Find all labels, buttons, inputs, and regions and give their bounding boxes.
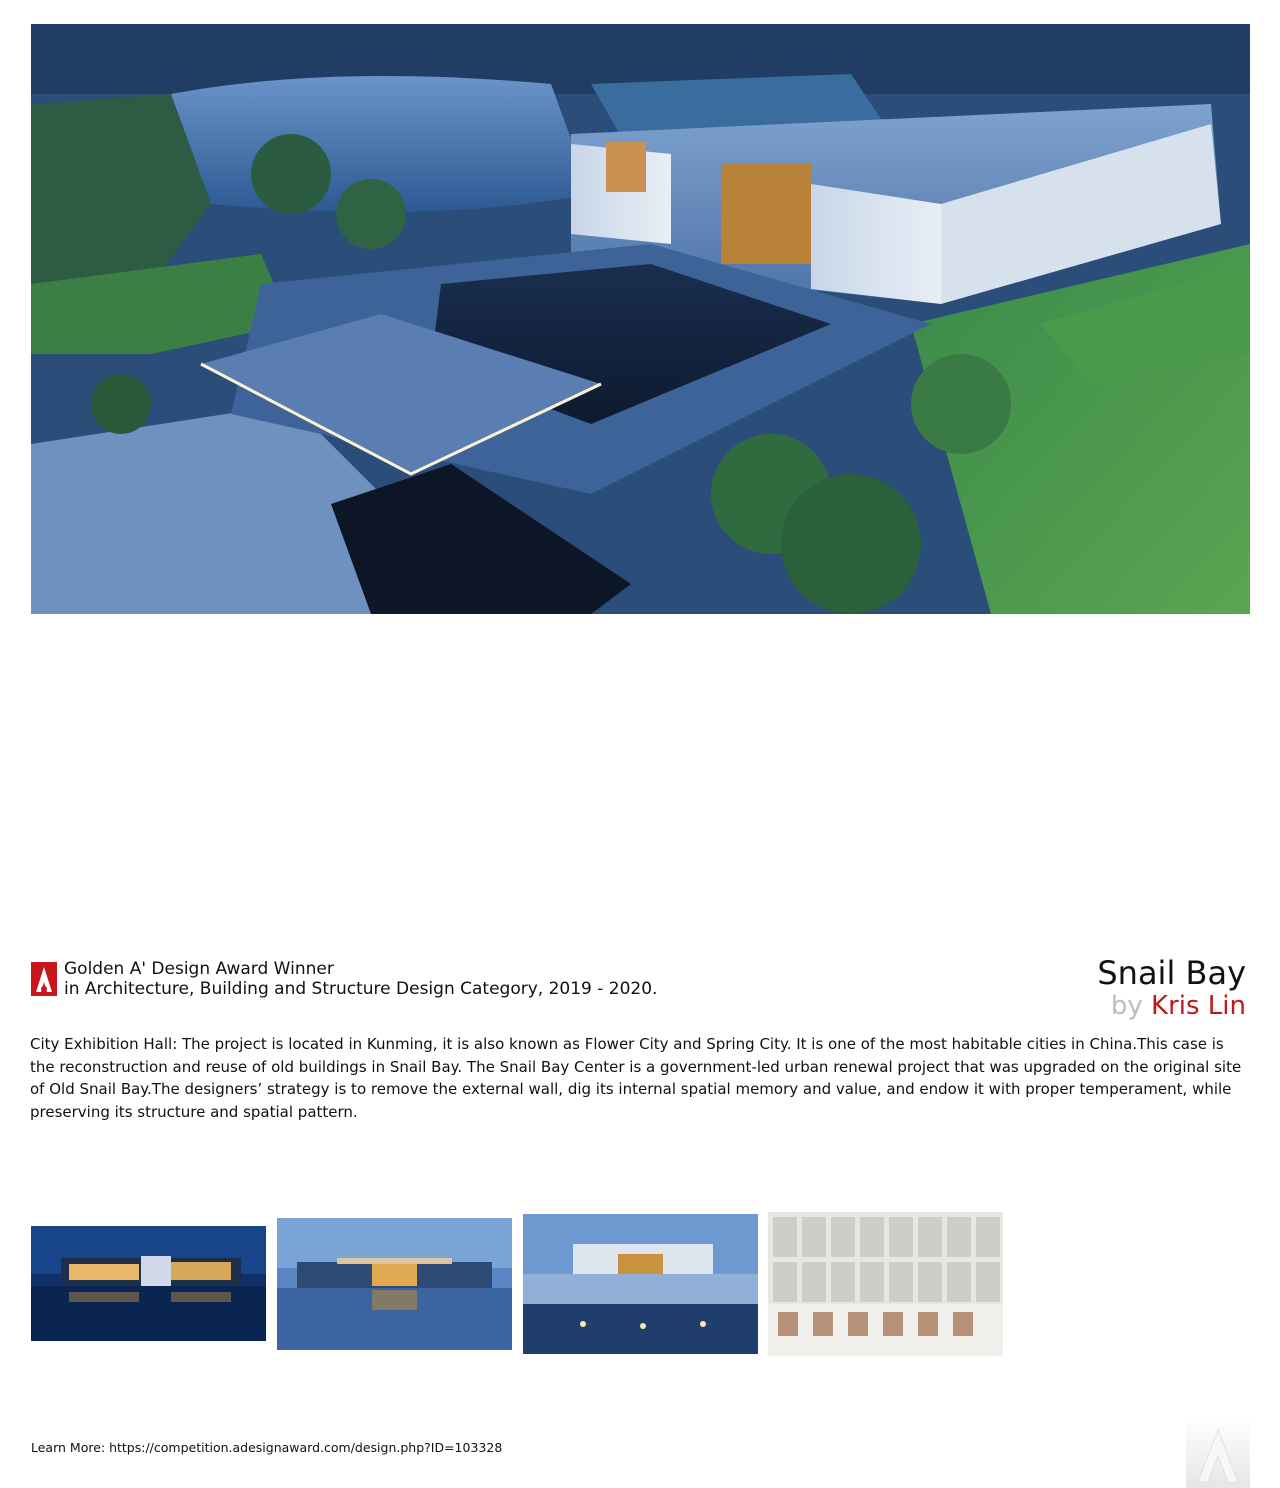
a-design-award-logo-icon xyxy=(31,962,57,996)
award-category: in Architecture, Building and Structure Design Category, 2019 - 2020. xyxy=(64,979,658,999)
design-name: Snail Bay xyxy=(1097,954,1246,992)
learn-more-link[interactable]: Learn More: https://competition.adesignaward.com/design.php?ID=103328 xyxy=(31,1440,503,1455)
designer-name: Kris Lin xyxy=(1151,991,1246,1021)
hero-image xyxy=(31,24,1250,614)
design-description: City Exhibition Hall: The project is located in Kunming, it is also known as Flower City and Spring City. It is one of the most habitable cities in China.This case is the reconstruction and reuse of old buildings in Snail Bay. The Snail Bay Center is a government-led urban renewal project that was upgraded on the original site of Old Snail Bay.The designers’ strategy is to remove the external wall, dig its internal spatial memory and value, and endow it with proper temperament, while preserving its structure and spatial pattern. xyxy=(30,1035,1242,1121)
designer-line xyxy=(1097,991,1246,1021)
thumbnail-4[interactable] xyxy=(768,1212,1003,1356)
by-label: by xyxy=(1110,991,1143,1021)
interior-lounge-photo-icon xyxy=(768,1212,1003,1356)
pavilion-water-reflection-photo-icon xyxy=(277,1218,512,1350)
aerial-building-photo-icon xyxy=(31,24,1250,614)
night-facade-reflection-photo-icon xyxy=(31,1226,266,1341)
award-title: Golden A' Design Award Winner xyxy=(64,959,334,979)
entrance-pool-photo-icon xyxy=(523,1214,758,1354)
design-title-block xyxy=(1097,955,1246,1021)
thumbnail-1[interactable] xyxy=(31,1226,266,1341)
thumbnail-3[interactable] xyxy=(523,1214,758,1354)
thumbnail-2[interactable] xyxy=(277,1218,512,1350)
a-design-award-watermark-icon xyxy=(1186,1416,1250,1488)
